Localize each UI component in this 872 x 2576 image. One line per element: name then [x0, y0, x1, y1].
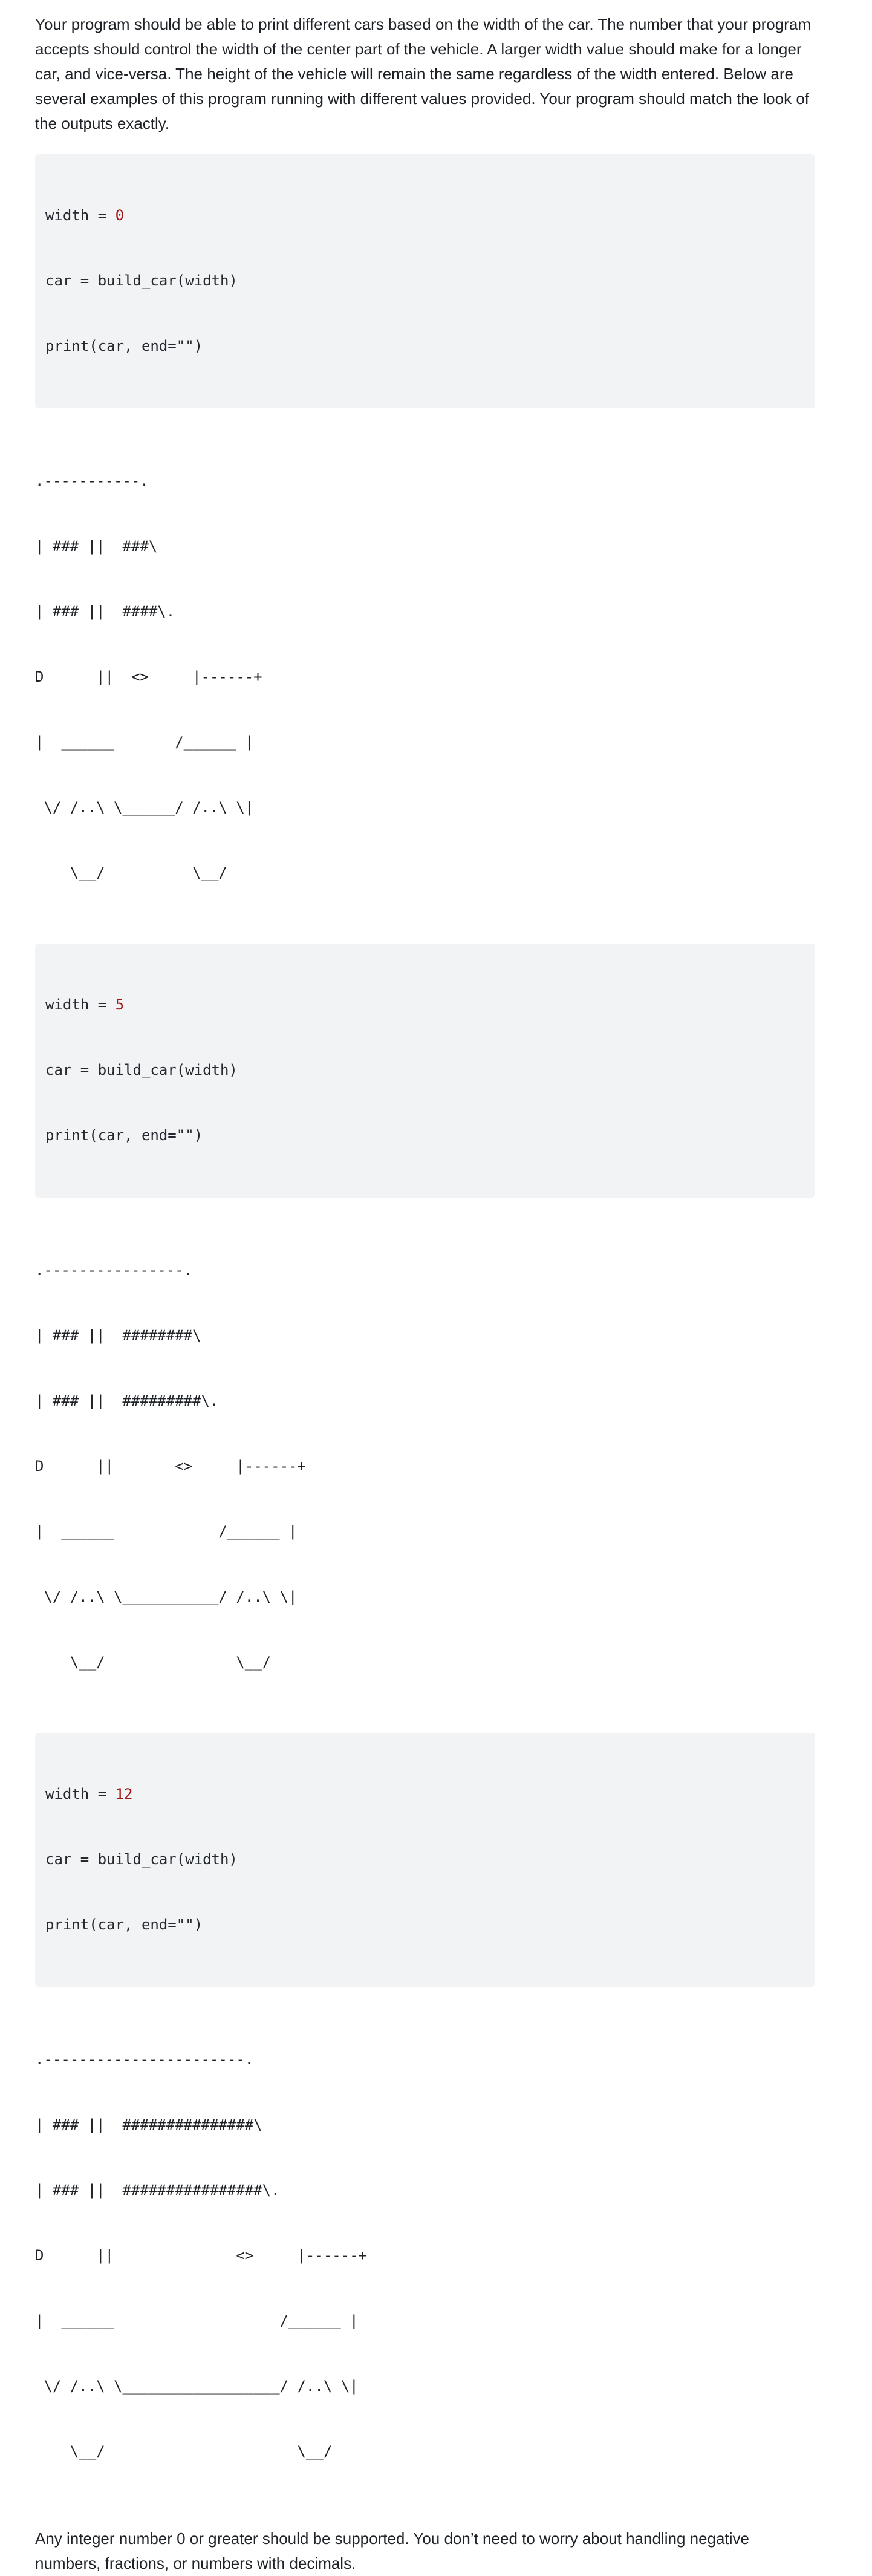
car-output-line: D || <> |------+ — [35, 2247, 368, 2264]
code-line-print: print(car, end="") — [45, 1916, 203, 1933]
code-block-example-1 — [35, 154, 815, 408]
car-output-line: \__/ \__/ — [35, 864, 227, 881]
car-output-line: | ### || ####\. — [35, 603, 175, 620]
width-value: 12 — [115, 1785, 133, 1802]
car-output-line: \/ /..\ \__________________/ /..\ \| — [35, 2378, 359, 2395]
car-output-line: \__/ \__/ — [35, 1654, 272, 1671]
car-output-line: .-----------------------. — [35, 2051, 254, 2068]
code-line-width — [45, 994, 805, 1016]
car-output-example-1 — [35, 426, 815, 927]
car-output-example-2 — [35, 1216, 815, 1717]
width-value: 5 — [115, 996, 125, 1013]
car-output-line: \/ /..\ \______/ /..\ \| — [35, 799, 254, 816]
code-line-build-car: car = build_car(width) — [45, 1851, 238, 1868]
car-output-line: | ### || ###############\ — [35, 2116, 262, 2133]
code-line-print: print(car, end="") — [45, 337, 203, 354]
code-line-width — [45, 1783, 805, 1805]
car-output-line: | ### || #########\. — [35, 1392, 219, 1409]
car-output-line: D || <> |------+ — [35, 1458, 306, 1475]
width-value: 0 — [115, 207, 125, 224]
car-output-line: | ______ /______ | — [35, 1523, 298, 1540]
width-assignment-label: width = — [45, 207, 116, 224]
intro-paragraph: Your program should be able to print different cars based on the width of the car. The number that your program accepts should control the width of the center part of the vehicle. A larger width value should make for a longer car, and vice-versa. The height of the vehicle will remain the same regardless of the width entered. Below are several examples of this program running with different values provided. Your program should match the look of the outputs exactly. — [35, 15, 811, 132]
car-output-line: \__/ \__/ — [35, 2443, 333, 2460]
code-line-build-car: car = build_car(width) — [45, 272, 238, 289]
outro-paragraph: Any integer number 0 or greater should be supported. You don’t need to worry about handling negative numbers, fractions, or numbers with decimals. — [35, 2529, 749, 2572]
car-output-line: .-----------. — [35, 472, 149, 489]
car-output-line: .----------------. — [35, 1262, 193, 1279]
width-assignment-label: width = — [45, 996, 116, 1013]
car-output-line: D || <> |------+ — [35, 668, 262, 685]
width-assignment-label: width = — [45, 1785, 116, 1802]
car-output-example-3 — [35, 2005, 815, 2506]
car-output-line: | ### || ################\. — [35, 2182, 280, 2199]
car-output-line: | ### || ########\ — [35, 1327, 201, 1344]
document-body — [35, 12, 815, 2576]
car-output-line: | ### || ###\ — [35, 538, 158, 555]
code-line-build-car: car = build_car(width) — [45, 1061, 238, 1078]
code-block-example-3 — [35, 1733, 815, 1987]
car-output-line: | ______ /______ | — [35, 734, 254, 751]
car-output-line: | ______ /______ | — [35, 2312, 359, 2329]
car-output-line: \/ /..\ \___________/ /..\ \| — [35, 1588, 298, 1605]
code-block-example-2 — [35, 944, 815, 1198]
code-line-width — [45, 204, 805, 226]
code-line-print: print(car, end="") — [45, 1127, 203, 1144]
